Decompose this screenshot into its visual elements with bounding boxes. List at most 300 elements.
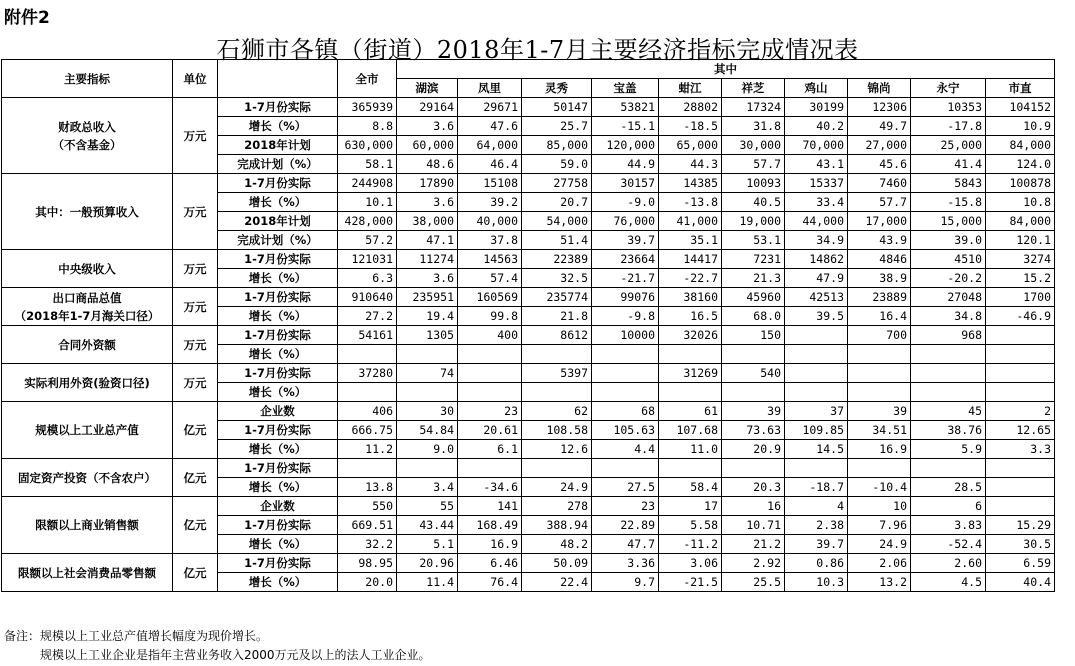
town-value-cell: -18.5	[659, 117, 722, 136]
town-value-cell: 3.36	[592, 554, 659, 573]
town-value-cell	[522, 383, 592, 402]
town-value-cell: 53.1	[722, 231, 785, 250]
unit-cell: 万元	[173, 250, 218, 288]
town-header: 蚶江	[659, 79, 722, 98]
town-value-cell: 31.8	[722, 117, 785, 136]
indicator-name	[2, 364, 173, 402]
total-value-cell: 32.2	[338, 535, 397, 554]
town-value-cell: 2.60	[911, 554, 986, 573]
indicator-name-line: 规模以上工业总产值	[35, 423, 139, 437]
table-row	[2, 402, 1055, 421]
town-value-cell: 1305	[397, 326, 458, 345]
town-value-cell	[659, 383, 722, 402]
town-value-cell: 37	[785, 402, 848, 421]
town-header: 锦尚	[848, 79, 911, 98]
indicator-name-line: 实际利用外资(验资口径)	[24, 375, 150, 390]
town-value-cell: 124.0	[986, 155, 1055, 174]
town-value-cell: 150	[722, 326, 785, 345]
town-value-cell: 48.6	[397, 155, 458, 174]
indicator-name-line: 固定资产投资（不含农户）	[18, 470, 156, 485]
town-value-cell: 57.7	[722, 155, 785, 174]
town-value-cell: 38.76	[911, 421, 986, 440]
town-value-cell: 7231	[722, 250, 785, 269]
town-value-cell: -15.8	[911, 193, 986, 212]
town-value-cell: 1700	[986, 288, 1055, 307]
town-value-cell: 40.5	[722, 193, 785, 212]
town-value-cell: 10.8	[986, 193, 1055, 212]
total-value-cell: 630,000	[338, 136, 397, 155]
town-value-cell: 60,000	[397, 136, 458, 155]
town-value-cell	[458, 383, 522, 402]
town-value-cell: 39	[848, 402, 911, 421]
town-value-cell: -52.4	[911, 535, 986, 554]
unit-cell: 亿元	[173, 402, 218, 459]
indicator-name	[2, 174, 173, 250]
town-value-cell	[785, 364, 848, 383]
town-value-cell: 44,000	[785, 212, 848, 231]
indicator-name	[2, 288, 173, 326]
town-value-cell	[986, 383, 1055, 402]
town-value-cell: 3274	[986, 250, 1055, 269]
town-value-cell: 16.9	[458, 535, 522, 554]
town-value-cell: 27758	[522, 174, 592, 193]
town-value-cell: 49.7	[848, 117, 911, 136]
indicator-name-sub: （不含基金）	[52, 137, 122, 152]
row-label: 增长（%）	[218, 440, 338, 459]
row-label: 增长（%）	[218, 478, 338, 497]
town-value-cell: 23	[458, 402, 522, 421]
town-value-cell: 84,000	[986, 136, 1055, 155]
table-row	[2, 459, 1055, 478]
town-value-cell: 43.44	[397, 516, 458, 535]
town-value-cell: 10.71	[722, 516, 785, 535]
town-value-cell: 30.5	[986, 535, 1055, 554]
town-value-cell: 25.5	[722, 573, 785, 592]
indicator-header: 主要指标	[2, 60, 173, 98]
total-value-cell	[338, 383, 397, 402]
total-value-cell: 428,000	[338, 212, 397, 231]
town-value-cell: 3.06	[659, 554, 722, 573]
town-value-cell	[397, 383, 458, 402]
town-value-cell: 21.3	[722, 269, 785, 288]
town-value-cell: 47.7	[592, 535, 659, 554]
town-value-cell: 20.96	[397, 554, 458, 573]
town-value-cell: 45	[911, 402, 986, 421]
total-value-cell: 910640	[338, 288, 397, 307]
total-value-cell: 244908	[338, 174, 397, 193]
total-value-cell: 121031	[338, 250, 397, 269]
town-value-cell: 22.89	[592, 516, 659, 535]
table-row	[2, 288, 1055, 307]
town-value-cell: -11.2	[659, 535, 722, 554]
town-value-cell: 30199	[785, 98, 848, 117]
town-value-cell: 3.4	[397, 478, 458, 497]
town-value-cell	[397, 459, 458, 478]
town-value-cell: 32026	[659, 326, 722, 345]
town-value-cell: 5.58	[659, 516, 722, 535]
row-label: 1-7月份实际	[218, 516, 338, 535]
town-value-cell: 57.4	[458, 269, 522, 288]
town-value-cell: 10000	[592, 326, 659, 345]
row-label: 增长（%）	[218, 193, 338, 212]
row-label: 1-7月份实际	[218, 364, 338, 383]
town-value-cell: 54,000	[522, 212, 592, 231]
town-value-cell: 39.0	[911, 231, 986, 250]
town-value-cell: 105.63	[592, 421, 659, 440]
town-value-cell: 38160	[659, 288, 722, 307]
town-value-cell	[986, 459, 1055, 478]
town-value-cell: 160569	[458, 288, 522, 307]
of-which-header: 其中	[397, 60, 1055, 79]
town-value-cell: 235951	[397, 288, 458, 307]
town-value-cell: 48.2	[522, 535, 592, 554]
town-value-cell: 35.1	[659, 231, 722, 250]
town-value-cell	[785, 326, 848, 345]
row-label: 企业数	[218, 402, 338, 421]
town-header: 灵秀	[522, 79, 592, 98]
total-value-cell: 58.1	[338, 155, 397, 174]
town-value-cell	[911, 364, 986, 383]
row-label: 1-7月份实际	[218, 459, 338, 478]
table-row	[2, 364, 1055, 383]
town-value-cell: 15,000	[911, 212, 986, 231]
town-value-cell	[592, 459, 659, 478]
town-value-cell: 700	[848, 326, 911, 345]
town-value-cell: -18.7	[785, 478, 848, 497]
town-value-cell: 65,000	[659, 136, 722, 155]
town-value-cell: 21.2	[722, 535, 785, 554]
town-value-cell	[848, 383, 911, 402]
town-value-cell	[785, 383, 848, 402]
town-value-cell: 5843	[911, 174, 986, 193]
town-value-cell: 53821	[592, 98, 659, 117]
town-value-cell: 46.4	[458, 155, 522, 174]
town-value-cell: 3.6	[397, 193, 458, 212]
table-row	[2, 98, 1055, 117]
town-value-cell	[722, 459, 785, 478]
town-value-cell: -34.6	[458, 478, 522, 497]
town-value-cell: 2	[986, 402, 1055, 421]
town-value-cell	[986, 364, 1055, 383]
town-value-cell: 28.5	[911, 478, 986, 497]
unit-cell: 亿元	[173, 459, 218, 497]
town-value-cell: 45.6	[848, 155, 911, 174]
town-value-cell: 11274	[397, 250, 458, 269]
town-value-cell: 76,000	[592, 212, 659, 231]
town-value-cell: 37.8	[458, 231, 522, 250]
town-value-cell: 540	[722, 364, 785, 383]
town-value-cell: -13.8	[659, 193, 722, 212]
town-value-cell: 6.59	[986, 554, 1055, 573]
town-value-cell: 14563	[458, 250, 522, 269]
town-value-cell: 39.5	[785, 307, 848, 326]
town-value-cell	[848, 364, 911, 383]
town-value-cell: 64,000	[458, 136, 522, 155]
town-value-cell: 62	[522, 402, 592, 421]
town-value-cell: 99.8	[458, 307, 522, 326]
town-value-cell: 4846	[848, 250, 911, 269]
town-value-cell	[592, 364, 659, 383]
town-value-cell: 15.29	[986, 516, 1055, 535]
town-value-cell: 10353	[911, 98, 986, 117]
town-value-cell: 24.9	[848, 535, 911, 554]
town-value-cell: 33.4	[785, 193, 848, 212]
town-value-cell: 4.4	[592, 440, 659, 459]
town-value-cell: 2.38	[785, 516, 848, 535]
town-value-cell: 108.58	[522, 421, 592, 440]
row-label: 增长（%）	[218, 117, 338, 136]
town-value-cell	[986, 326, 1055, 345]
town-value-cell	[986, 345, 1055, 364]
town-value-cell: 12.65	[986, 421, 1055, 440]
town-value-cell: 27.5	[592, 478, 659, 497]
town-value-cell: 13.2	[848, 573, 911, 592]
town-value-cell: 17324	[722, 98, 785, 117]
town-value-cell: 43.9	[848, 231, 911, 250]
row-label: 1-7月份实际	[218, 554, 338, 573]
town-value-cell: 55	[397, 497, 458, 516]
town-header: 宝盖	[592, 79, 659, 98]
town-value-cell: 14.5	[785, 440, 848, 459]
town-value-cell: -46.9	[986, 307, 1055, 326]
town-value-cell	[397, 345, 458, 364]
town-value-cell: 278	[522, 497, 592, 516]
row-label: 增长（%）	[218, 573, 338, 592]
town-value-cell: -22.7	[659, 269, 722, 288]
town-value-cell: 23889	[848, 288, 911, 307]
town-value-cell: 9.7	[592, 573, 659, 592]
town-value-cell: 120,000	[592, 136, 659, 155]
town-value-cell: 25.7	[522, 117, 592, 136]
town-value-cell: 19.4	[397, 307, 458, 326]
town-value-cell: 58.4	[659, 478, 722, 497]
town-value-cell	[522, 459, 592, 478]
town-value-cell	[785, 459, 848, 478]
town-value-cell	[848, 459, 911, 478]
town-value-cell: 16	[722, 497, 785, 516]
town-value-cell: 20.9	[722, 440, 785, 459]
town-value-cell	[785, 345, 848, 364]
note-1: 备注：规模以上工业总产值增长幅度为现价增长。	[4, 629, 269, 643]
town-value-cell: 104152	[986, 98, 1055, 117]
unit-cell: 万元	[173, 288, 218, 326]
town-value-cell: 38.9	[848, 269, 911, 288]
town-value-cell	[848, 345, 911, 364]
total-value-cell: 666.75	[338, 421, 397, 440]
indicator-name-line: 出口商品总值	[52, 290, 122, 305]
town-header: 湖滨	[397, 79, 458, 98]
town-value-cell: 40,000	[458, 212, 522, 231]
indicator-name-line: 限额以上社会消费品零售额	[18, 565, 156, 580]
town-value-cell: -17.8	[911, 117, 986, 136]
total-value-cell: 669.51	[338, 516, 397, 535]
table-row	[2, 554, 1055, 573]
town-value-cell	[911, 345, 986, 364]
total-value-cell	[338, 345, 397, 364]
town-value-cell: 16.4	[848, 307, 911, 326]
town-value-cell: 17,000	[848, 212, 911, 231]
total-value-cell: 27.2	[338, 307, 397, 326]
total-value-cell: 57.2	[338, 231, 397, 250]
town-value-cell: 27,000	[848, 136, 911, 155]
indicator-name-line: 合同外资额	[58, 337, 116, 352]
town-value-cell: 23	[592, 497, 659, 516]
unit-cell: 万元	[173, 174, 218, 250]
town-value-cell: 9.0	[397, 440, 458, 459]
town-value-cell: 15337	[785, 174, 848, 193]
town-value-cell: 10.9	[986, 117, 1055, 136]
row-label: 完成计划（%）	[218, 231, 338, 250]
town-value-cell: 57.7	[848, 193, 911, 212]
total-value-cell	[338, 459, 397, 478]
row-label: 1-7月份实际	[218, 326, 338, 345]
town-value-cell	[592, 383, 659, 402]
town-value-cell: 30157	[592, 174, 659, 193]
indicator-table	[1, 59, 1055, 592]
total-header: 全市	[338, 60, 397, 98]
town-value-cell: 109.85	[785, 421, 848, 440]
town-value-cell: 29164	[397, 98, 458, 117]
town-value-cell: 11.0	[659, 440, 722, 459]
town-value-cell: 50147	[522, 98, 592, 117]
town-value-cell: 14862	[785, 250, 848, 269]
town-value-cell: 5397	[522, 364, 592, 383]
town-value-cell: 15.2	[986, 269, 1055, 288]
indicator-name-line: 限额以上商业销售额	[35, 518, 139, 532]
town-value-cell: 74	[397, 364, 458, 383]
town-header: 市直	[986, 79, 1055, 98]
town-value-cell: 17	[659, 497, 722, 516]
row-label: 2018年计划	[218, 136, 338, 155]
town-value-cell: -10.4	[848, 478, 911, 497]
town-value-cell: 14417	[659, 250, 722, 269]
town-value-cell: 51.4	[522, 231, 592, 250]
town-value-cell	[911, 459, 986, 478]
total-value-cell: 37280	[338, 364, 397, 383]
unit-cell: 亿元	[173, 497, 218, 554]
town-value-cell: 39.2	[458, 193, 522, 212]
town-value-cell: 99076	[592, 288, 659, 307]
town-value-cell: 34.51	[848, 421, 911, 440]
table-row	[2, 174, 1055, 193]
town-value-cell	[722, 383, 785, 402]
row-label: 完成计划（%）	[218, 155, 338, 174]
town-value-cell: 2.06	[848, 554, 911, 573]
attachment-label: 附件2	[4, 8, 50, 28]
town-value-cell: -9.8	[592, 307, 659, 326]
indicator-name	[2, 98, 173, 174]
indicator-name	[2, 402, 173, 459]
town-value-cell: 34.9	[785, 231, 848, 250]
town-value-cell: 50.09	[522, 554, 592, 573]
town-value-cell: 22.4	[522, 573, 592, 592]
town-value-cell: 25,000	[911, 136, 986, 155]
town-header: 永宁	[911, 79, 986, 98]
town-header: 凤里	[458, 79, 522, 98]
row-label: 1-7月份实际	[218, 250, 338, 269]
town-value-cell: 3.83	[911, 516, 986, 535]
unit-cell: 万元	[173, 98, 218, 174]
town-value-cell: 47.9	[785, 269, 848, 288]
town-value-cell: 4510	[911, 250, 986, 269]
table-row	[2, 326, 1055, 345]
page-title: 石狮市各镇（街道）2018年1-7月主要经济指标完成情况表	[216, 36, 859, 64]
town-value-cell: 34.8	[911, 307, 986, 326]
row-label: 增长（%）	[218, 307, 338, 326]
table-row	[2, 250, 1055, 269]
town-value-cell: 40.4	[986, 573, 1055, 592]
town-value-cell: 10.3	[785, 573, 848, 592]
town-value-cell: 16.5	[659, 307, 722, 326]
town-value-cell: 235774	[522, 288, 592, 307]
town-value-cell: 45960	[722, 288, 785, 307]
row-label: 增长（%）	[218, 345, 338, 364]
town-value-cell: 400	[458, 326, 522, 345]
town-value-cell: 5.1	[397, 535, 458, 554]
town-value-cell: -15.1	[592, 117, 659, 136]
indicator-name-line: 财政总收入	[58, 119, 116, 134]
town-value-cell: 43.1	[785, 155, 848, 174]
total-value-cell: 20.0	[338, 573, 397, 592]
town-value-cell: 20.61	[458, 421, 522, 440]
town-value-cell: 39	[722, 402, 785, 421]
town-value-cell: -20.2	[911, 269, 986, 288]
town-value-cell: 23664	[592, 250, 659, 269]
town-value-cell: 11.4	[397, 573, 458, 592]
total-value-cell: 365939	[338, 98, 397, 117]
town-value-cell: 7460	[848, 174, 911, 193]
town-value-cell: 3.6	[397, 269, 458, 288]
indicator-name	[2, 497, 173, 554]
row-label: 1-7月份实际	[218, 288, 338, 307]
indicator-name-sub: （2018年1-7月海关口径）	[14, 308, 160, 323]
town-value-cell: 7.96	[848, 516, 911, 535]
town-value-cell: 0.86	[785, 554, 848, 573]
town-value-cell: 47.1	[397, 231, 458, 250]
town-value-cell: 85,000	[522, 136, 592, 155]
total-value-cell: 11.2	[338, 440, 397, 459]
town-value-cell: 41.4	[911, 155, 986, 174]
town-value-cell: 39.7	[592, 231, 659, 250]
town-value-cell	[458, 345, 522, 364]
indicator-name	[2, 459, 173, 497]
town-value-cell	[458, 459, 522, 478]
row-label: 2018年计划	[218, 212, 338, 231]
town-value-cell: 61	[659, 402, 722, 421]
total-value-cell: 10.1	[338, 193, 397, 212]
town-value-cell: 38,000	[397, 212, 458, 231]
town-value-cell	[458, 364, 522, 383]
town-value-cell: 22389	[522, 250, 592, 269]
town-header: 鸡山	[785, 79, 848, 98]
town-value-cell: 30	[397, 402, 458, 421]
town-value-cell	[659, 345, 722, 364]
unit-cell: 万元	[173, 326, 218, 364]
town-value-cell: 3.6	[397, 117, 458, 136]
town-value-cell: 68	[592, 402, 659, 421]
town-value-cell	[522, 345, 592, 364]
total-value-cell: 54161	[338, 326, 397, 345]
total-value-cell: 550	[338, 497, 397, 516]
town-value-cell: 120.1	[986, 231, 1055, 250]
town-value-cell: -9.0	[592, 193, 659, 212]
town-value-cell: 6.46	[458, 554, 522, 573]
town-value-cell: 28802	[659, 98, 722, 117]
town-value-cell: 100878	[986, 174, 1055, 193]
indicator-name-line: 其中：一般预算收入	[35, 204, 139, 219]
total-value-cell: 8.8	[338, 117, 397, 136]
town-value-cell: 12306	[848, 98, 911, 117]
